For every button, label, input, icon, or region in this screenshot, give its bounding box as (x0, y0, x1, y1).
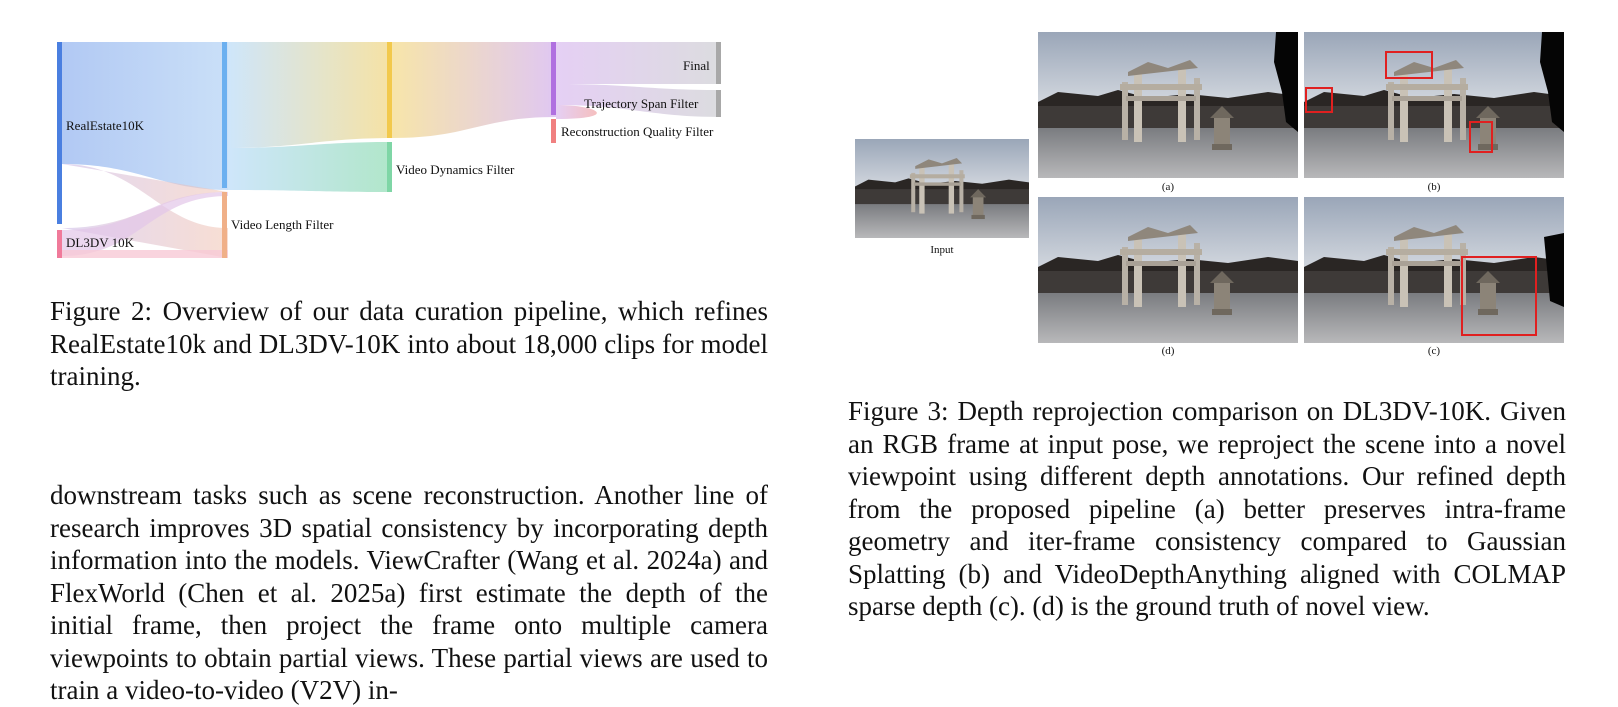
body-paragraph (50, 479, 768, 705)
label-reconstruction: Reconstruction Quality Filter (561, 124, 714, 139)
label-video-dynamics: Video Dynamics Filter (396, 162, 515, 177)
label-trajectory: Trajectory Span Filter (584, 96, 699, 111)
input-image (855, 139, 1029, 238)
sankey-link-to-stage3 (228, 42, 392, 148)
body-paragraph-text: downstream tasks such as scene reconstruction. Another line of research improves 3D spatial consistency by incorporating depth information into the models. ViewCrafter (Wang et al. 2024a) and FlexWorld (Chen et al. 2025a) first estimate the depth of the initial frame, then project the frame onto multiple camera viewpoints to obtain partial views. These partial views are used to train a video-to-video (V2V) in- (50, 480, 768, 705)
image-a (1038, 32, 1298, 178)
sankey-node-video-dynamics (387, 142, 392, 192)
image-b (1304, 32, 1564, 178)
sankey-node-realestate (57, 42, 62, 224)
image-c (1304, 197, 1564, 343)
label-dl3dv: DL3DV 10K (66, 235, 135, 250)
figure-3-caption: Figure 3: Depth reprojection comparison on DL3DV-10K. Given an RGB frame at input pose, we reproject the scene into a novel viewpoint using different depth annotations. Our refined depth from the proposed pipeline (a) better preserves intra-frame geometry and iter-frame consistency compared to Gaussian Splatting (b) and VideoDepthAnything aligned with COLMAP sparse depth (c). (d) is the ground truth of novel view. (848, 396, 1566, 621)
label-c: (c) (1427, 345, 1441, 357)
sankey-link-to-stage4 (392, 42, 556, 138)
image-d (1038, 197, 1298, 343)
sankey-node-final (716, 42, 721, 84)
sankey-node-dl3dv (57, 230, 62, 258)
sankey-link-to-dynamics (228, 142, 392, 192)
sankey-node-trajectory (716, 90, 721, 117)
label-final: Final (683, 58, 710, 73)
label-realestate: RealEstate10K (66, 118, 144, 133)
label-a: (a) (1161, 181, 1175, 193)
figure-2-caption: Figure 2: Overview of our data curation pipeline, which refines RealEstate10k and DL3DV-10K into about 18,000 clips for model training. (50, 296, 768, 391)
label-video-length: Video Length Filter (231, 217, 334, 232)
sankey-node-stage4 (551, 42, 556, 115)
sankey-node-stage3 (387, 42, 392, 138)
label-b: (b) (1427, 181, 1441, 193)
label-d: (d) (1161, 345, 1175, 357)
sankey-node-stage2 (222, 42, 227, 188)
sankey-node-reconstruction (551, 119, 556, 143)
label-input: Input (930, 244, 954, 256)
sankey-link-dl3dv-lower (62, 250, 228, 258)
sankey-node-video-length (222, 192, 227, 258)
